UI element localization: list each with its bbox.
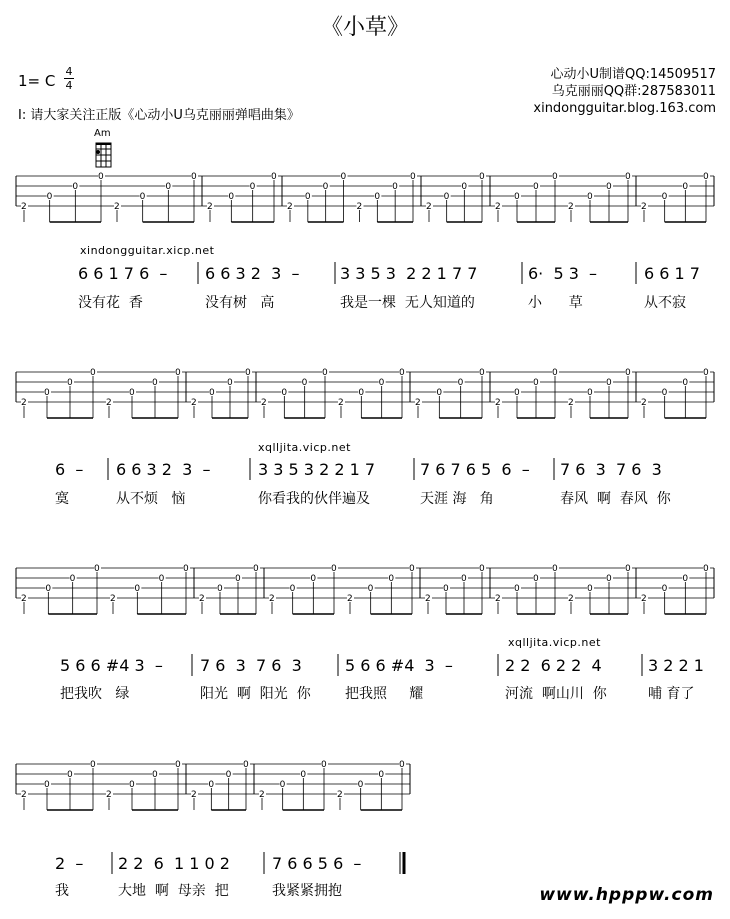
tab-fret-number: 2 xyxy=(568,202,574,212)
tab-fret-number: 0 xyxy=(279,780,286,790)
tab-fret-number: 0 xyxy=(374,192,381,202)
measure-lyrics: 我 xyxy=(55,883,69,899)
chord-name: Am xyxy=(94,128,111,139)
measure-lyrics: 哺 育了 xyxy=(648,686,695,702)
measure-notes: 6 6 3 2 3 – xyxy=(116,460,211,479)
measure-lyrics: 把我吹 绿 xyxy=(60,686,130,702)
measure-lyrics: 把我照 耀 xyxy=(345,686,424,702)
tab-fret-number: 0 xyxy=(46,192,53,202)
measure-lyrics: 我是一棵 无人知道的 xyxy=(340,295,475,311)
tab-fret-number: 2 xyxy=(106,398,112,408)
tab-fret-number: 0 xyxy=(378,770,385,780)
tab-fret-number: 2 xyxy=(568,594,574,604)
tab-fret-number: 0 xyxy=(90,760,96,770)
tab-fret-number: 0 xyxy=(625,564,631,574)
tab-fret-number: 0 xyxy=(399,368,405,378)
tab-fret-number: 2 xyxy=(259,790,265,800)
tab-fret-number: 0 xyxy=(152,770,158,780)
tab-fret-number: 0 xyxy=(357,780,364,790)
tab-fret-number: 0 xyxy=(479,172,485,182)
measure-lyrics: 从不烦 恼 xyxy=(116,491,186,507)
measure-notes: 6 6 1 7 xyxy=(644,264,700,283)
tab-fret-number: 2 xyxy=(106,790,112,800)
tab-fret-number: 0 xyxy=(682,378,689,388)
tab-fret-number: 0 xyxy=(322,182,329,192)
measure-lyrics: 没有树 高 xyxy=(205,295,275,311)
tab-fret-number: 0 xyxy=(67,378,73,388)
tab-fret-number: 2 xyxy=(426,202,432,212)
measure-notes: 3 3 5 3 2 2 1 7 7 xyxy=(340,264,478,283)
tab-fret-number: 0 xyxy=(165,182,172,192)
tab-fret-number: 0 xyxy=(388,574,395,584)
tab-fret-number: 0 xyxy=(514,192,520,202)
page-title: 《小草》 xyxy=(320,15,409,40)
tab-fret-number: 2 xyxy=(269,594,275,604)
measure-lyrics: 你看我的伙伴遍及 xyxy=(258,491,370,507)
measure-notes: 6 6 3 2 3 – xyxy=(205,264,300,283)
tab-fret-number: 0 xyxy=(304,192,311,202)
tab-fret-number: 0 xyxy=(443,192,450,202)
measure-lyrics: 没有花 香 xyxy=(78,295,143,311)
tab-fret-number: 0 xyxy=(227,378,233,388)
tab-fret-number: 2 xyxy=(337,790,343,800)
credit-line-3: xindongguitar.blog.163.com xyxy=(533,101,716,116)
tab-fret-number: 0 xyxy=(392,182,398,192)
measure-notes: 2 – xyxy=(55,854,84,873)
tab-fret-number: 0 xyxy=(139,192,146,202)
tab-fret-number: 2 xyxy=(191,398,197,408)
tab-fret-number: 0 xyxy=(228,192,235,202)
measure-notes: 5 6 6 #4 3 – xyxy=(345,656,453,675)
tab-fret-number: 0 xyxy=(300,770,307,780)
tab-fret-number: 2 xyxy=(207,202,213,212)
tab-fret-number: 2 xyxy=(338,398,344,408)
tab-fret-number: 0 xyxy=(98,172,104,182)
tab-fret-number: 0 xyxy=(245,368,251,378)
tab-fret-number: 2 xyxy=(21,594,27,604)
tab-fret-number: 0 xyxy=(322,368,328,378)
tab-fret-number: 2 xyxy=(356,202,363,212)
measure-notes: 3 3 5 3 2 2 1 7 xyxy=(258,460,376,479)
tab-fret-number: 2 xyxy=(21,398,27,408)
tab-fret-number: 0 xyxy=(533,378,539,388)
tab-fret-number: 0 xyxy=(533,182,539,192)
measure-notes: 5 6 6 #4 3 – xyxy=(60,656,163,675)
tab-fret-number: 0 xyxy=(225,770,232,780)
measure-notes: 2 2 6 1 1 0 2 xyxy=(118,854,230,873)
tab-fret-number: 0 xyxy=(183,564,189,574)
tab-fret-number: 0 xyxy=(703,172,709,182)
tab-fret-number: 0 xyxy=(606,378,612,388)
tab-fret-number: 0 xyxy=(67,770,73,780)
tab-fret-number: 0 xyxy=(129,388,135,398)
tab-fret-number: 0 xyxy=(158,574,165,584)
tab-fret-number: 2 xyxy=(641,202,647,212)
tab-fret-number: 2 xyxy=(641,594,647,604)
measure-lyrics: 河流 啊山川 你 xyxy=(505,686,607,702)
measure-lyrics: 春风 啊 春风 你 xyxy=(560,491,671,507)
tab-fret-number: 0 xyxy=(410,172,416,182)
tab-fret-number: 0 xyxy=(606,574,612,584)
measure-notes: 3 2 2 1 xyxy=(648,656,704,675)
tab-fret-number: 0 xyxy=(310,574,317,584)
tab-fret-number: 0 xyxy=(253,564,259,574)
key-signature: 1= C xyxy=(18,72,56,90)
tab-fret-number: 0 xyxy=(367,584,374,594)
tab-fret-number: 0 xyxy=(44,780,50,790)
tab-fret-number: 2 xyxy=(495,398,501,408)
tab-fret-number: 0 xyxy=(175,368,181,378)
tab-fret-number: 0 xyxy=(587,388,593,398)
tab-fret-number: 2 xyxy=(21,202,27,212)
footer-site: www.hpppw.com xyxy=(539,885,714,905)
tab-fret-number: 2 xyxy=(347,594,353,604)
tab-fret-number: 0 xyxy=(533,574,539,584)
tab-fret-number: 0 xyxy=(661,584,668,594)
tab-fret-number: 2 xyxy=(261,398,267,408)
tab-fret-number: 0 xyxy=(552,368,558,378)
tab-fret-number: 0 xyxy=(479,564,485,574)
tab-fret-number: 2 xyxy=(287,202,293,212)
tab-fret-number: 0 xyxy=(457,378,464,388)
measure-lyrics: 从不寂 xyxy=(644,295,686,311)
tab-fret-number: 0 xyxy=(90,368,96,378)
tab-fret-number: 0 xyxy=(94,564,100,574)
tab-fret-number: 0 xyxy=(703,564,709,574)
tab-fret-number: 0 xyxy=(358,388,365,398)
measure-notes: 2 2 6 2 2 4 xyxy=(505,656,602,675)
tab-fret-number: 0 xyxy=(69,574,76,584)
measure-lyrics: 寞 xyxy=(55,491,69,507)
tab-fret-number: 0 xyxy=(514,388,520,398)
tab-fret-number: 2 xyxy=(641,398,647,408)
tab-fret-number: 2 xyxy=(21,790,27,800)
tab-fret-number: 2 xyxy=(110,594,116,604)
tab-fret-number: 0 xyxy=(152,378,158,388)
measure-lyrics: 我紧紧拥抱 xyxy=(272,883,342,899)
tab-fret-number: 0 xyxy=(378,378,385,388)
tab-fret-number: 2 xyxy=(495,594,501,604)
measure-lyrics: 阳光 啊 阳光 你 xyxy=(200,686,311,702)
tab-fret-number: 0 xyxy=(682,182,689,192)
tab-fret-number: 0 xyxy=(552,172,558,182)
tab-fret-number: 0 xyxy=(72,182,79,192)
tab-fret-number: 0 xyxy=(552,564,558,574)
tab-fret-number: 0 xyxy=(281,388,288,398)
tab-fret-number: 0 xyxy=(331,564,337,574)
measure-notes: 7 6 3 7 6 3 xyxy=(200,656,302,675)
tab-fret-number: 0 xyxy=(235,574,241,584)
tab-fret-number: 2 xyxy=(568,398,574,408)
tab-fret-number: 0 xyxy=(217,584,223,594)
tab-fret-number: 2 xyxy=(425,594,431,604)
tab-fret-number: 0 xyxy=(625,172,631,182)
tab-fret-number: 0 xyxy=(129,780,135,790)
tab-fret-number: 0 xyxy=(661,192,668,202)
tab-fret-number: 2 xyxy=(114,202,120,212)
watermark-1: xindongguitar.xicp.net xyxy=(80,244,215,257)
tab-fret-number: 0 xyxy=(682,574,689,584)
watermark-3: xqlljita.vicp.net xyxy=(508,636,601,649)
tab-fret-number: 2 xyxy=(495,202,501,212)
tab-fret-number: 2 xyxy=(199,594,205,604)
tab-fret-number: 0 xyxy=(587,584,593,594)
tab-fret-number: 0 xyxy=(249,182,256,192)
tab-fret-number: 0 xyxy=(399,760,405,770)
watermark-2: xqlljita.vicp.net xyxy=(258,441,351,454)
tab-fret-number: 0 xyxy=(44,388,50,398)
measure-notes: 7 6 3 7 6 3 xyxy=(560,460,662,479)
tab-fret-number: 0 xyxy=(243,760,249,770)
credit-line-2: 乌克丽丽QQ群:287583011 xyxy=(551,84,716,99)
tab-fret-number: 0 xyxy=(134,584,141,594)
tab-fret-number: 0 xyxy=(289,584,296,594)
tab-fret-number: 0 xyxy=(409,564,415,574)
tab-fret-number: 0 xyxy=(625,368,631,378)
tab-fret-number: 0 xyxy=(443,584,449,594)
tab-fret-number: 0 xyxy=(340,172,347,182)
tab-fret-number: 0 xyxy=(208,780,215,790)
measure-notes: 6 6 1 7 6 – xyxy=(78,264,168,283)
tab-fret-number: 2 xyxy=(191,790,197,800)
measure-lyrics: 大地 啊 母亲 把 xyxy=(118,883,229,899)
tab-fret-number: 0 xyxy=(209,388,215,398)
tab-fret-number: 0 xyxy=(514,584,520,594)
tab-fret-number: 2 xyxy=(415,398,421,408)
tab-fret-number: 0 xyxy=(703,368,709,378)
tab-fret-number: 0 xyxy=(436,388,443,398)
tab-fret-number: 0 xyxy=(271,172,277,182)
tab-fret-number: 0 xyxy=(461,574,467,584)
measure-lyrics: 小 草 xyxy=(528,295,583,311)
measure-notes: 7 6 7 6 5 6 – xyxy=(420,460,530,479)
time-signature-bottom: 4 xyxy=(65,79,73,92)
tab-fret-number: 0 xyxy=(461,182,468,192)
tab-fret-number: 0 xyxy=(606,182,612,192)
credit-line-1: 心动小U制谱QQ:14509517 xyxy=(550,67,716,82)
measure-notes: 6· 5 3 – xyxy=(528,264,598,283)
tab-fret-number: 0 xyxy=(661,388,668,398)
tab-fret-number: 0 xyxy=(191,172,197,182)
tab-fret-number: 0 xyxy=(301,378,308,388)
tab-fret-number: 0 xyxy=(175,760,181,770)
measure-notes: 6 – xyxy=(55,460,84,479)
tab-fret-number: 0 xyxy=(587,192,593,202)
tab-fret-number: 0 xyxy=(479,368,485,378)
tab-fret-number: 0 xyxy=(321,760,327,770)
measure-notes: 7 6 6 5 6 – xyxy=(272,854,362,873)
intro-text: I: 请大家关注正版《心动小U乌克丽丽弹唱曲集》 xyxy=(18,108,300,123)
tab-fret-number: 0 xyxy=(45,584,52,594)
time-signature-top: 4 xyxy=(65,65,73,78)
measure-lyrics: 天涯 海 角 xyxy=(420,491,494,507)
